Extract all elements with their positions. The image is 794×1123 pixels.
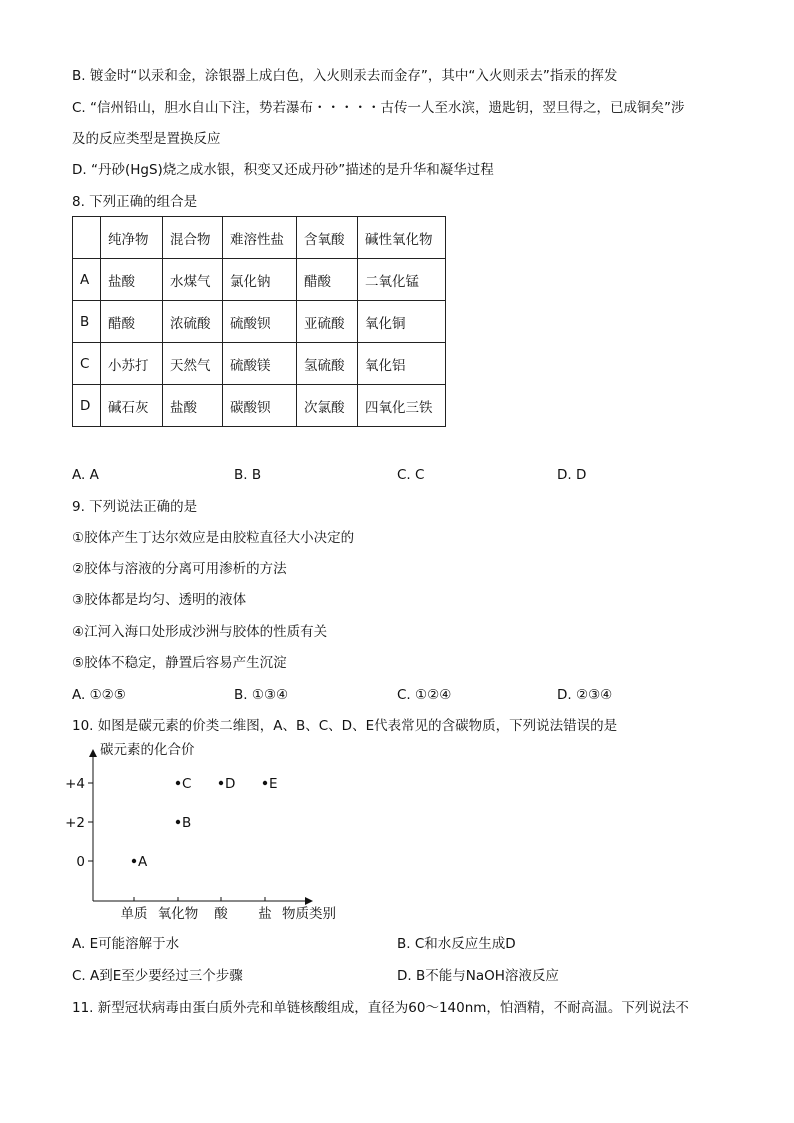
table-cell: 盐酸 (163, 385, 223, 427)
table-cell: 小苏打 (101, 343, 163, 385)
table-cell: 水煤气 (163, 259, 223, 301)
table-cell: 氢硫酸 (297, 343, 358, 385)
q10-option-a: A. E可能溶解于水 (72, 936, 180, 952)
q10-option-d: D. B不能与NaOH溶液反应 (397, 968, 559, 984)
table-cell: 难溶性盐 (223, 217, 297, 259)
table-header-row (73, 217, 446, 259)
carbon-valence-chart (60, 740, 360, 925)
q8-stem: 8. 下列正确的组合是 (72, 194, 198, 210)
data-point-c (176, 781, 180, 785)
table-cell: 碱性氧化物 (358, 217, 446, 259)
y-tick-label: +4 (65, 776, 85, 792)
data-point-b (176, 820, 180, 824)
table-cell: 醋酸 (101, 301, 163, 343)
data-point-label: E (269, 776, 278, 792)
data-point-label: C (182, 776, 192, 792)
data-point-label: B (182, 815, 192, 831)
table-cell: 混合物 (163, 217, 223, 259)
table-cell: 碱石灰 (101, 385, 163, 427)
q9-statement-5: ⑤胶体不稳定，静置后容易产生沉淀 (72, 655, 287, 671)
table-cell: 浓硫酸 (163, 301, 223, 343)
x-tick-label: 盐 (258, 906, 272, 922)
q7-option-d: D. “丹砂(HgS)烧之成水银，积变又还成丹砂”描述的是升华和凝华过程 (72, 162, 494, 178)
table-cell: A (73, 259, 101, 301)
y-tick-label: 0 (76, 854, 85, 870)
q7-option-c-line2: 及的反应类型是置换反应 (72, 131, 221, 147)
q9-statement-4: ④江河入海口处形成沙洲与胶体的性质有关 (72, 624, 328, 640)
data-point-d (219, 781, 223, 785)
table-cell: 氧化铜 (358, 301, 446, 343)
q7-option-b: B. 镀金时“以汞和金，涂银器上成白色，入火则汞去而金存”，其中“入火则汞去”指汞的挥发 (72, 68, 618, 84)
table-cell (73, 217, 101, 259)
table-cell: 亚硫酸 (297, 301, 358, 343)
q9-statement-2: ②胶体与溶液的分离可用渗析的方法 (72, 561, 287, 577)
q9-option-d: D. ②③④ (557, 687, 613, 703)
table-cell: 含氧酸 (297, 217, 358, 259)
q9-statement-3: ③胶体都是均匀、透明的液体 (72, 592, 247, 608)
q8-option-a: A. A (72, 467, 99, 483)
table-cell: 次氯酸 (297, 385, 358, 427)
table-cell: D (73, 385, 101, 427)
x-tick-label: 氧化物 (157, 906, 199, 922)
q9-option-b: B. ①③④ (234, 687, 289, 703)
data-point-label: D (225, 776, 236, 792)
table-row (73, 301, 446, 343)
table-cell: 天然气 (163, 343, 223, 385)
table-cell: C (73, 343, 101, 385)
table-row (73, 385, 446, 427)
q8-option-d: D. D (557, 467, 587, 483)
q7-option-c-line1: C. “信州铅山，胆水自山下注，势若瀑布・・・・・古传一人至水滨，遗匙钥，翌旦得之，已成铜矣”涉 (72, 100, 685, 116)
q9-statement-1: ①胶体产生丁达尔效应是由胶粒直径大小决定的 (72, 530, 355, 546)
y-axis-label: 碳元素的化合价 (100, 742, 195, 758)
q9-option-c: C. ①②④ (397, 687, 452, 703)
q8-table (72, 216, 446, 427)
table-cell: 碳酸钡 (223, 385, 297, 427)
table-cell: 盐酸 (101, 259, 163, 301)
table-cell: 硫酸钡 (223, 301, 297, 343)
table-row (73, 259, 446, 301)
y-tick-label: +2 (65, 815, 85, 831)
table-cell: 纯净物 (101, 217, 163, 259)
q9-option-a: A. ①②⑤ (72, 687, 126, 703)
table-cell: 醋酸 (297, 259, 358, 301)
data-point-e (263, 781, 267, 785)
q9-stem: 9. 下列说法正确的是 (72, 499, 198, 515)
q11-stem: 11. 新型冠状病毒由蛋白质外壳和单链核酸组成，直径为60～140nm，怕酒精，不耐高温。下列说法不 (72, 1000, 689, 1016)
q10-option-c: C. A到E至少要经过三个步骤 (72, 968, 243, 984)
table-cell: B (73, 301, 101, 343)
x-axis-label: 物质类别 (282, 906, 336, 922)
x-tick-label: 单质 (120, 906, 148, 922)
x-tick-label: 酸 (214, 906, 228, 922)
table-cell: 四氧化三铁 (358, 385, 446, 427)
table-cell: 硫酸镁 (223, 343, 297, 385)
data-point-label: A (138, 854, 148, 870)
q10-stem: 10. 如图是碳元素的价类二维图，A、B、C、D、E代表常见的含碳物质，下列说法错误的是 (72, 718, 618, 734)
q8-option-c: C. C (397, 467, 425, 483)
table-cell: 二氧化锰 (358, 259, 446, 301)
data-point-a (132, 859, 136, 863)
table-cell: 氯化钠 (223, 259, 297, 301)
q10-option-b: B. C和水反应生成D (397, 936, 516, 952)
table-cell: 氧化铝 (358, 343, 446, 385)
table-row (73, 343, 446, 385)
q8-option-b: B. B (234, 467, 262, 483)
